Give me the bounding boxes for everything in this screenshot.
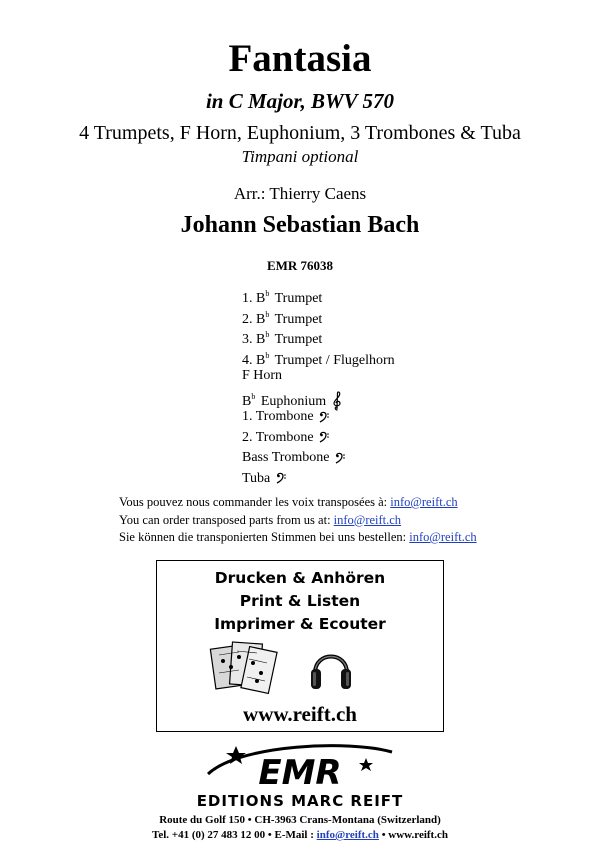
- order-line-en: You can order transposed parts from us at: info@reift.ch: [119, 512, 402, 527]
- email-link[interactable]: info@reift.ch: [409, 530, 477, 544]
- part-item: Tuba: [242, 469, 395, 490]
- catalog-number: EMR 76038: [266, 258, 334, 273]
- timpani-note: Timpani optional: [241, 147, 359, 166]
- email-link[interactable]: info@reift.ch: [333, 512, 402, 527]
- flat-sign: b: [251, 391, 256, 401]
- bass-clef-icon: [335, 452, 345, 464]
- publisher-name: EDITIONS MARC REIFT: [196, 792, 404, 810]
- part-item: 1. Trombone: [242, 407, 395, 428]
- flat-sign: b: [265, 309, 270, 319]
- arranger: Arr.: Thierry Caens: [233, 184, 367, 203]
- part-item: F Horn: [242, 368, 283, 383]
- order-line-fr: Vous pouvez nous commander les voix transposées à: info@reift.ch: [119, 495, 458, 509]
- svg-text:EMR: EMR: [258, 753, 342, 793]
- instrumentation: 4 Trumpets, F Horn, Euphonium, 3 Trombones & Tuba: [79, 122, 521, 144]
- flat-sign: b: [265, 330, 270, 339]
- bass-clef-icon: [319, 431, 329, 443]
- part-item: 1. $B^b$ Trumpet: [242, 289, 323, 306]
- part-item: 4. $B^b$ Trumpet / Flugelhorn: [242, 350, 395, 368]
- publisher-contact: Tel. +41 (0) 27 483 12 00 • E-Mail : info@reift.ch • www.reift.ch: [152, 829, 448, 841]
- flat-sign: b: [265, 350, 270, 360]
- emr-logo: [200, 738, 400, 794]
- subtitle: in C Major, BWV 570: [205, 89, 395, 113]
- flat-sign: b: [265, 289, 270, 298]
- print-listen-box: [156, 560, 444, 732]
- composer: Johann Sebastian Bach: [180, 212, 420, 238]
- publisher-address: Route du Golf 150 • CH-3963 Crans-Montana (Switzerland): [159, 814, 441, 826]
- website-url[interactable]: www.reift.ch: [243, 702, 357, 726]
- email-link[interactable]: info@reift.ch: [390, 495, 458, 509]
- email-link[interactable]: info@reift.ch: [316, 829, 379, 841]
- promo-text-en: Print & Listen: [239, 592, 361, 610]
- promo-text-fr: Imprimer & Ecouter: [214, 615, 386, 633]
- part-item: 2. $B^b$ Trumpet: [242, 309, 323, 327]
- order-line-de: Sie können die transponierten Stimmen bei uns bestellen: info@reift.ch: [119, 530, 477, 544]
- treble-clef-icon: [332, 391, 342, 411]
- parts-list: [242, 284, 395, 489]
- bass-clef-icon: [276, 472, 286, 484]
- part-item: 2. Trombone: [242, 428, 395, 449]
- order-info: [119, 494, 477, 547]
- bass-clef-icon: [319, 411, 329, 423]
- part-item: $B^b$ Euphonium: [242, 387, 395, 408]
- promo-text-de: Drucken & Anhören: [214, 569, 386, 587]
- part-item: 3. $B^b$ Trumpet: [242, 330, 323, 347]
- headphones-icon: [309, 639, 353, 695]
- part-item: Bass Trombone: [242, 448, 395, 469]
- title: Fantasia: [228, 37, 372, 80]
- sheet-music-icon: [209, 637, 279, 697]
